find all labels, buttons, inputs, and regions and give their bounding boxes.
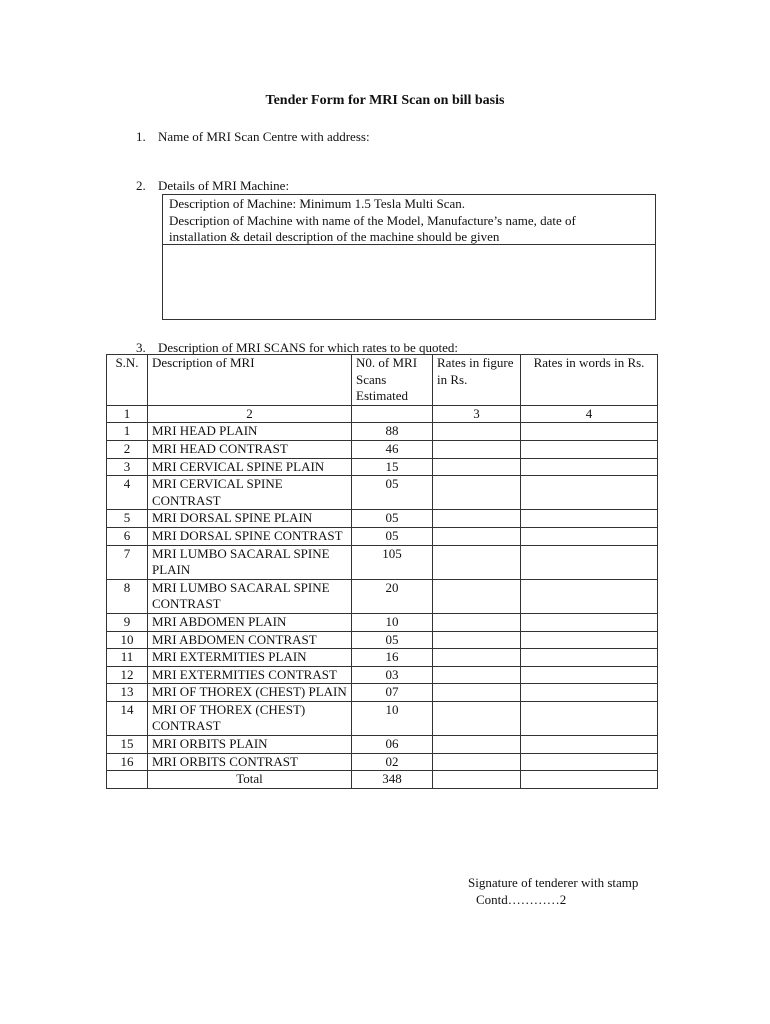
count-cell: 05 bbox=[352, 527, 433, 545]
item-text: Description of MRI SCANS for which rates to be quoted: bbox=[158, 340, 459, 355]
header-count: N0. of MRI Scans Estimated bbox=[352, 355, 433, 406]
machine-description bbox=[163, 195, 655, 245]
count-cell: 05 bbox=[352, 631, 433, 649]
table-row bbox=[107, 423, 658, 441]
rate-words-cell bbox=[521, 736, 658, 754]
total-sn-cell bbox=[107, 771, 148, 789]
description-cell: MRI LUMBO SACARAL SPINE PLAIN bbox=[148, 545, 352, 579]
description-cell: MRI OF THOREX (CHEST) PLAIN bbox=[148, 684, 352, 702]
rate-figure-cell bbox=[433, 440, 521, 458]
table-row bbox=[107, 753, 658, 771]
header-row bbox=[107, 355, 658, 406]
rate-words-cell bbox=[521, 613, 658, 631]
machine-details-box bbox=[162, 194, 656, 320]
rate-figure-cell bbox=[433, 753, 521, 771]
count-cell: 02 bbox=[352, 753, 433, 771]
count-cell: 20 bbox=[352, 579, 433, 613]
rate-words-cell bbox=[521, 649, 658, 667]
rate-figure-cell bbox=[433, 736, 521, 754]
rate-words-cell bbox=[521, 684, 658, 702]
sn-cell: 8 bbox=[107, 579, 148, 613]
rate-words-cell bbox=[521, 666, 658, 684]
sn-cell: 14 bbox=[107, 701, 148, 735]
description-cell: MRI ABDOMEN PLAIN bbox=[148, 613, 352, 631]
rate-words-cell bbox=[521, 701, 658, 735]
index-cell: 3 bbox=[433, 405, 521, 423]
rate-figure-cell bbox=[433, 613, 521, 631]
description-cell: MRI OF THOREX (CHEST) CONTRAST bbox=[148, 701, 352, 735]
rate-words-cell bbox=[521, 510, 658, 528]
sn-cell: 7 bbox=[107, 545, 148, 579]
item-machine-details bbox=[136, 178, 289, 194]
sn-cell: 2 bbox=[107, 440, 148, 458]
rate-words-cell bbox=[521, 579, 658, 613]
rate-figure-cell bbox=[433, 423, 521, 441]
signature-text: Signature of tenderer with stamp bbox=[468, 875, 639, 890]
sn-cell: 4 bbox=[107, 476, 148, 510]
scans-table bbox=[106, 354, 658, 789]
count-cell: 105 bbox=[352, 545, 433, 579]
sn-cell: 9 bbox=[107, 613, 148, 631]
description-cell: MRI DORSAL SPINE PLAIN bbox=[148, 510, 352, 528]
header-rate-words: Rates in words in Rs. bbox=[521, 355, 658, 406]
table-row bbox=[107, 458, 658, 476]
description-cell: MRI ABDOMEN CONTRAST bbox=[148, 631, 352, 649]
rate-words-cell bbox=[521, 631, 658, 649]
sn-cell: 13 bbox=[107, 684, 148, 702]
sn-cell: 5 bbox=[107, 510, 148, 528]
description-cell: MRI ORBITS CONTRAST bbox=[148, 753, 352, 771]
table-row bbox=[107, 684, 658, 702]
item-number: 2. bbox=[136, 178, 146, 193]
total-value: 348 bbox=[352, 771, 433, 789]
header-sn: S.N. bbox=[107, 355, 148, 406]
description-cell: MRI EXTERMITIES CONTRAST bbox=[148, 666, 352, 684]
table-row bbox=[107, 631, 658, 649]
rate-words-cell bbox=[521, 476, 658, 510]
rate-words-cell bbox=[521, 458, 658, 476]
rate-words-cell bbox=[521, 753, 658, 771]
item-scan-centre bbox=[136, 129, 370, 145]
sn-cell: 3 bbox=[107, 458, 148, 476]
rate-figure-cell bbox=[433, 579, 521, 613]
index-cell: 4 bbox=[521, 405, 658, 423]
rate-figure-cell bbox=[433, 701, 521, 735]
count-cell: 16 bbox=[352, 649, 433, 667]
rate-figure-cell bbox=[433, 458, 521, 476]
rate-words-cell bbox=[521, 423, 658, 441]
rate-figure-cell bbox=[433, 666, 521, 684]
rate-figure-cell bbox=[433, 771, 521, 789]
index-cell: 1 bbox=[107, 405, 148, 423]
count-cell: 10 bbox=[352, 613, 433, 631]
index-cell bbox=[352, 405, 433, 423]
item-number: 1. bbox=[136, 129, 146, 144]
index-row bbox=[107, 405, 658, 423]
item-text: Name of MRI Scan Centre with address: bbox=[158, 129, 370, 144]
description-cell: MRI DORSAL SPINE CONTRAST bbox=[148, 527, 352, 545]
machine-line: Description of Machine: Minimum 1.5 Tesla Multi Scan. bbox=[169, 196, 466, 211]
sn-cell: 1 bbox=[107, 423, 148, 441]
rate-figure-cell bbox=[433, 527, 521, 545]
table-row bbox=[107, 613, 658, 631]
table-row bbox=[107, 440, 658, 458]
rate-words-cell bbox=[521, 440, 658, 458]
sn-cell: 16 bbox=[107, 753, 148, 771]
total-row bbox=[107, 771, 658, 789]
count-cell: 15 bbox=[352, 458, 433, 476]
sn-cell: 15 bbox=[107, 736, 148, 754]
table-row bbox=[107, 701, 658, 735]
table-row bbox=[107, 736, 658, 754]
header-rate-figure: Rates in figure in Rs. bbox=[433, 355, 521, 406]
rate-words-cell bbox=[521, 527, 658, 545]
table-row bbox=[107, 527, 658, 545]
description-cell: MRI CERVICAL SPINE CONTRAST bbox=[148, 476, 352, 510]
description-cell: MRI EXTERMITIES PLAIN bbox=[148, 649, 352, 667]
machine-line: installation & detail description of the machine should be given bbox=[169, 229, 500, 244]
index-cell: 2 bbox=[148, 405, 352, 423]
count-cell: 10 bbox=[352, 701, 433, 735]
description-cell: MRI CERVICAL SPINE PLAIN bbox=[148, 458, 352, 476]
sn-cell: 12 bbox=[107, 666, 148, 684]
rate-words-cell bbox=[521, 771, 658, 789]
continued-text: Contd…………2 bbox=[476, 891, 567, 907]
table-row bbox=[107, 476, 658, 510]
item-number: 3. bbox=[136, 340, 146, 355]
rate-words-cell bbox=[521, 545, 658, 579]
sn-cell: 6 bbox=[107, 527, 148, 545]
total-label: Total bbox=[148, 771, 352, 789]
rate-figure-cell bbox=[433, 476, 521, 510]
table-row bbox=[107, 579, 658, 613]
rate-figure-cell bbox=[433, 631, 521, 649]
count-cell: 05 bbox=[352, 476, 433, 510]
count-cell: 07 bbox=[352, 684, 433, 702]
document-title: Tender Form for MRI Scan on bill basis bbox=[265, 93, 505, 108]
count-cell: 06 bbox=[352, 736, 433, 754]
count-cell: 05 bbox=[352, 510, 433, 528]
rate-figure-cell bbox=[433, 684, 521, 702]
table-row bbox=[107, 666, 658, 684]
rate-figure-cell bbox=[433, 649, 521, 667]
description-cell: MRI HEAD CONTRAST bbox=[148, 440, 352, 458]
signature-block bbox=[468, 875, 638, 908]
table-row bbox=[107, 510, 658, 528]
description-cell: MRI HEAD PLAIN bbox=[148, 423, 352, 441]
item-text: Details of MRI Machine: bbox=[158, 178, 290, 193]
count-cell: 46 bbox=[352, 440, 433, 458]
rate-figure-cell bbox=[433, 510, 521, 528]
count-cell: 03 bbox=[352, 666, 433, 684]
table-row bbox=[107, 649, 658, 667]
count-cell: 88 bbox=[352, 423, 433, 441]
sn-cell: 11 bbox=[107, 649, 148, 667]
header-description: Description of MRI bbox=[148, 355, 352, 406]
machine-line: Description of Machine with name of the Model, Manufacture’s name, date of bbox=[169, 212, 576, 228]
sn-cell: 10 bbox=[107, 631, 148, 649]
rate-figure-cell bbox=[433, 545, 521, 579]
table-row bbox=[107, 545, 658, 579]
description-cell: MRI ORBITS PLAIN bbox=[148, 736, 352, 754]
description-cell: MRI LUMBO SACARAL SPINE CONTRAST bbox=[148, 579, 352, 613]
